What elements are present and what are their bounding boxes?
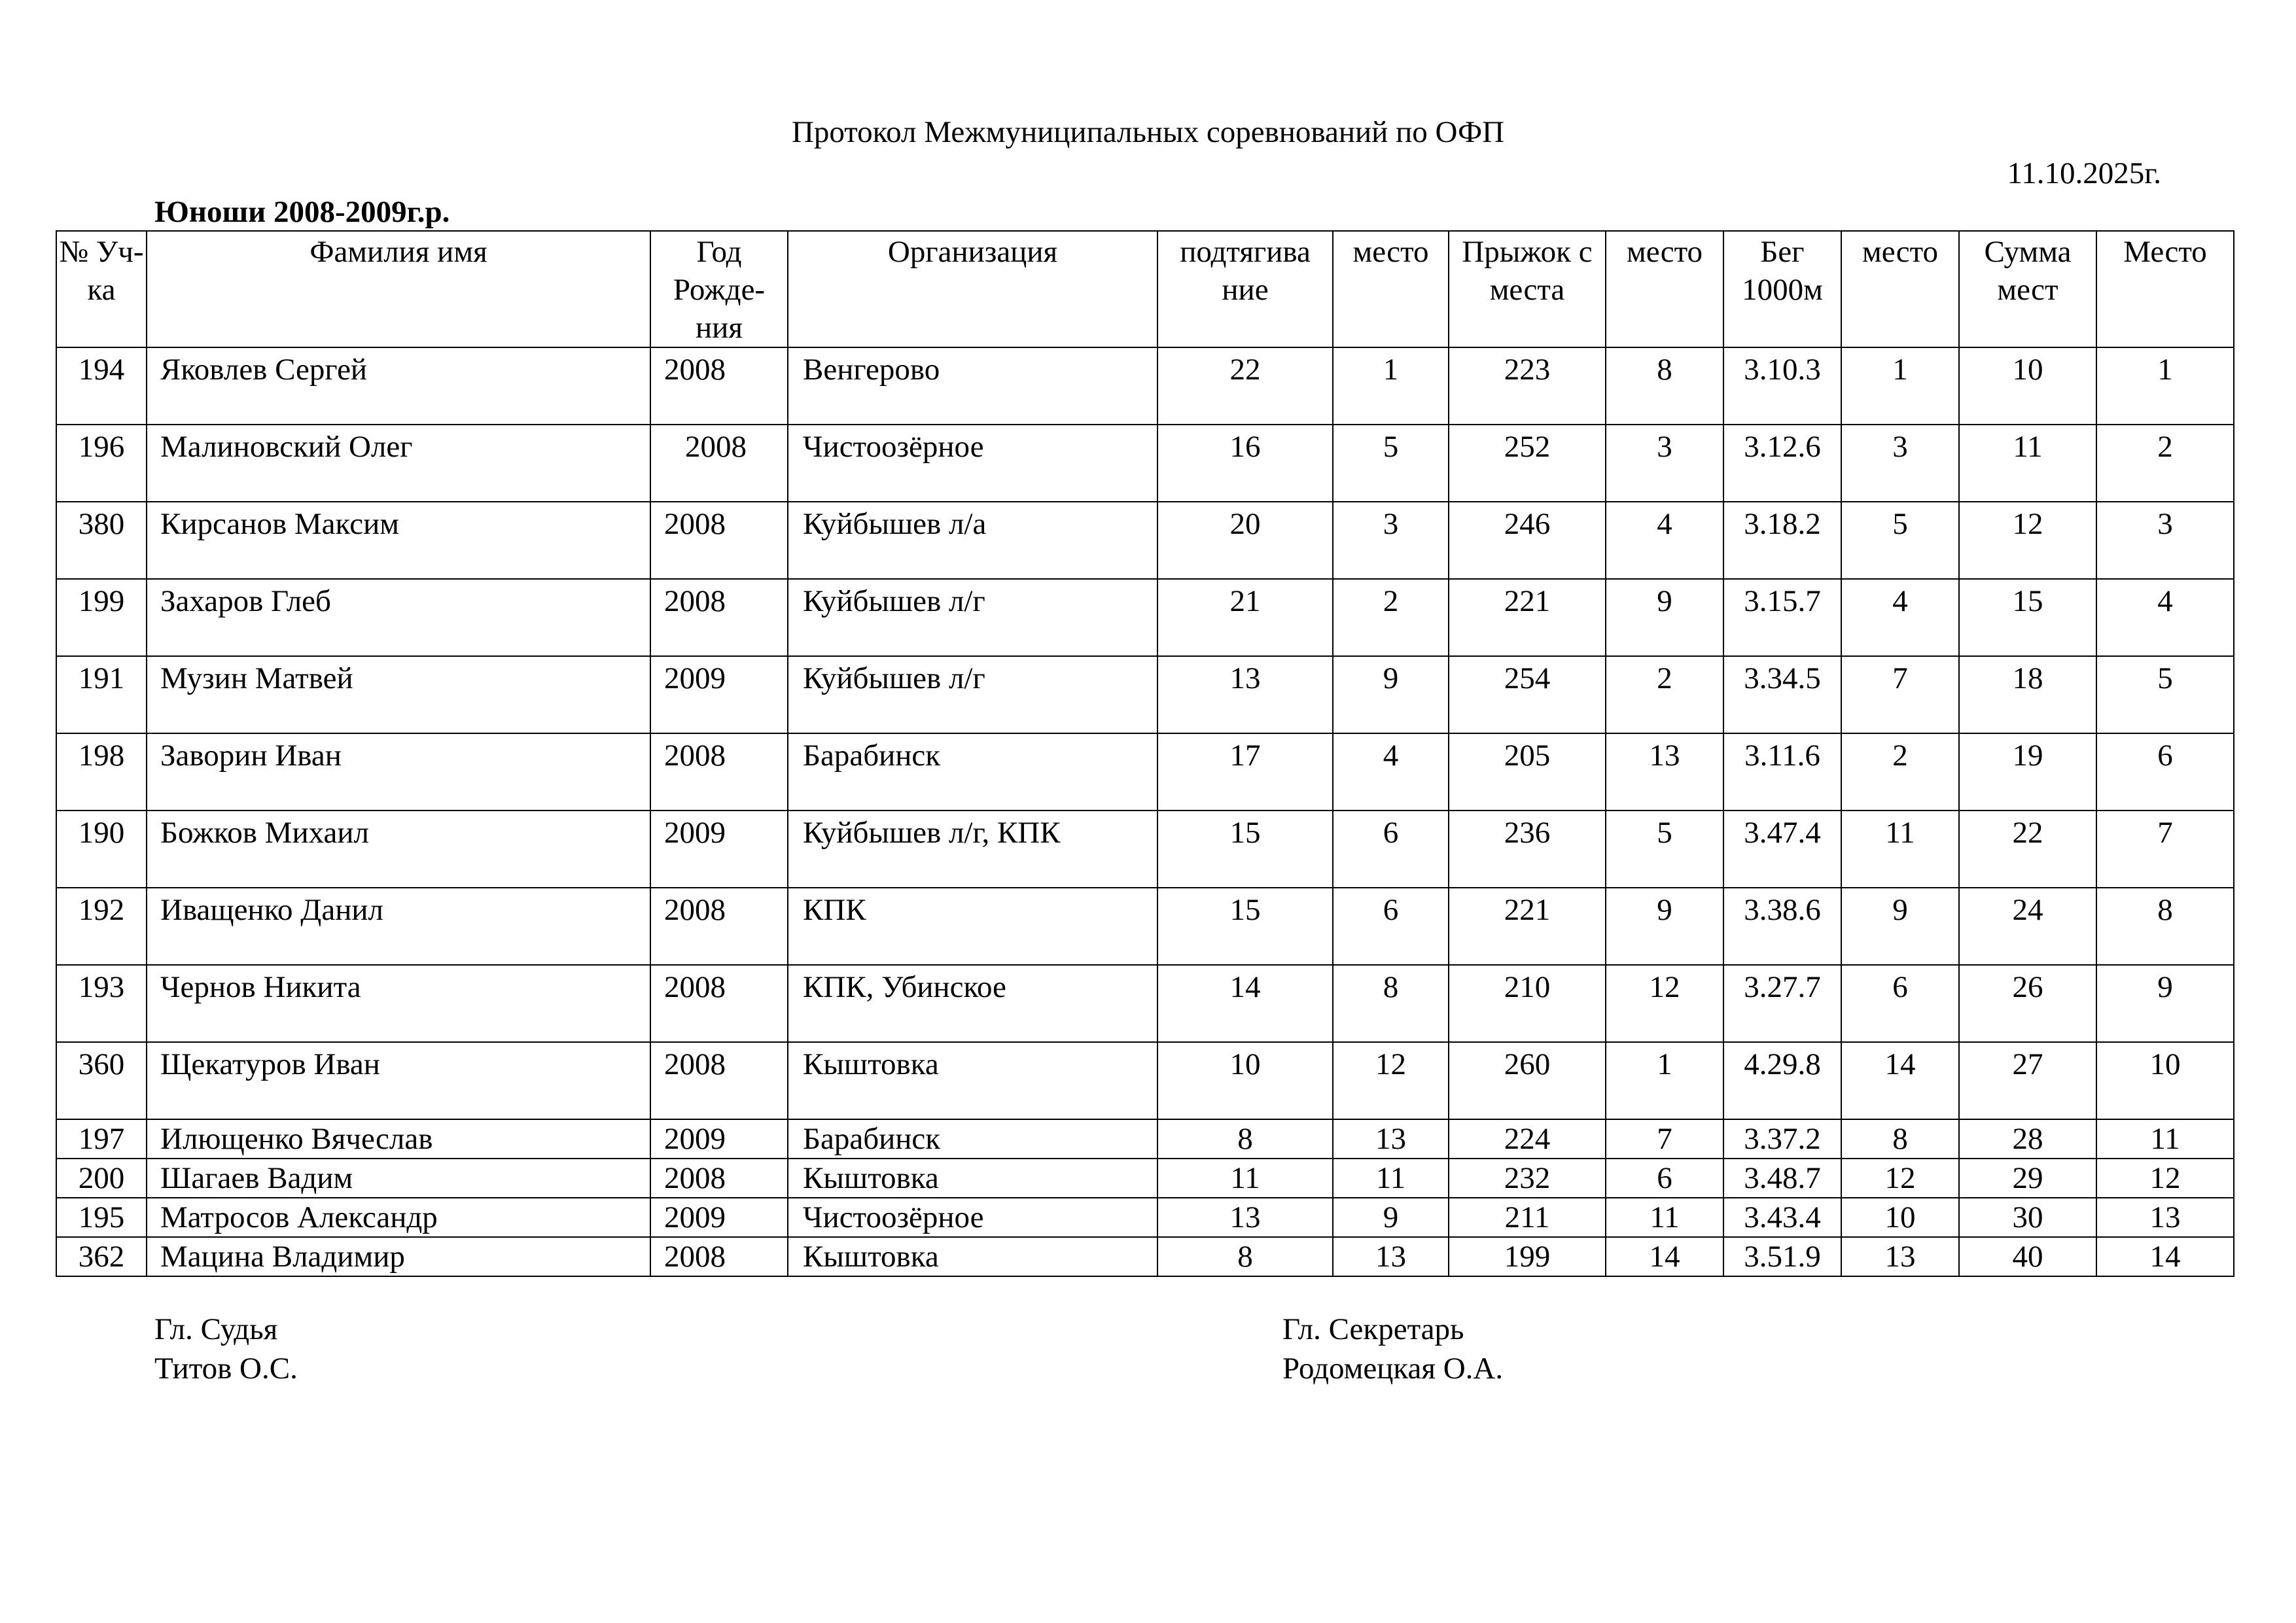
pullups-place-cell: 2: [1333, 579, 1449, 656]
final-place-cell: 11: [2096, 1119, 2234, 1159]
organization-cell: Барабинск: [788, 733, 1157, 811]
birth-year-cell: 2009: [650, 656, 788, 733]
organization-cell: Кыштовка: [788, 1237, 1157, 1276]
chief-secretary-name: Родомецкая О.А.: [1282, 1352, 1504, 1386]
jump-cell: 199: [1449, 1237, 1606, 1276]
jump-place-cell: 13: [1606, 733, 1723, 811]
final-place-cell: 5: [2096, 656, 2234, 733]
birth-year-cell: 2008: [650, 1042, 788, 1119]
places-sum-cell: 24: [1959, 888, 2096, 965]
participant-number-cell: 191: [56, 656, 147, 733]
pullups-place-cell: 6: [1333, 888, 1449, 965]
run-place-cell: 7: [1841, 656, 1959, 733]
run-cell: 3.18.2: [1723, 502, 1841, 579]
run-place-cell: 1: [1841, 347, 1959, 425]
places-sum-cell: 40: [1959, 1237, 2096, 1276]
jump-place-cell: 9: [1606, 888, 1723, 965]
chief-secretary-signature: [1282, 1310, 1503, 1388]
birth-year-cell: 2008: [650, 579, 788, 656]
run-cell: 3.43.4: [1723, 1198, 1841, 1237]
organization-cell: Кыштовка: [788, 1042, 1157, 1119]
pullups-cell: 8: [1157, 1237, 1333, 1276]
participant-number-cell: 362: [56, 1237, 147, 1276]
places-sum-cell: 11: [1959, 425, 2096, 502]
places-sum-cell: 10: [1959, 347, 2096, 425]
header-row: [56, 231, 2234, 347]
run-cell: 3.27.7: [1723, 965, 1841, 1042]
birth-year-cell: 2008: [650, 1237, 788, 1276]
table-row: [56, 1237, 2234, 1276]
participant-number-cell: 192: [56, 888, 147, 965]
jump-place-cell: 11: [1606, 1198, 1723, 1237]
document-date: 11.10.2025г.: [2007, 156, 2161, 190]
jump-place-cell: 2: [1606, 656, 1723, 733]
chief-judge-title: Гл. Судья: [154, 1312, 278, 1346]
header-cell: место: [1606, 231, 1723, 347]
birth-year-cell: 2009: [650, 811, 788, 888]
table-row: [56, 502, 2234, 579]
jump-cell: 210: [1449, 965, 1606, 1042]
organization-cell: КПК, Убинское: [788, 965, 1157, 1042]
organization-cell: Чистоозёрное: [788, 425, 1157, 502]
pullups-cell: 14: [1157, 965, 1333, 1042]
jump-place-cell: 14: [1606, 1237, 1723, 1276]
final-place-cell: 9: [2096, 965, 2234, 1042]
run-place-cell: 10: [1841, 1198, 1959, 1237]
final-place-cell: 14: [2096, 1237, 2234, 1276]
chief-judge-name: Титов О.С.: [154, 1352, 298, 1386]
pullups-place-cell: 6: [1333, 811, 1449, 888]
jump-place-cell: 1: [1606, 1042, 1723, 1119]
pullups-place-cell: 3: [1333, 502, 1449, 579]
birth-year-cell: 2008: [650, 733, 788, 811]
participant-number-cell: 190: [56, 811, 147, 888]
header-cell: место: [1333, 231, 1449, 347]
pullups-place-cell: 9: [1333, 1198, 1449, 1237]
name-cell: Чернов Никита: [147, 965, 650, 1042]
run-place-cell: 6: [1841, 965, 1959, 1042]
participant-number-cell: 360: [56, 1042, 147, 1119]
header-cell: Место: [2096, 231, 2234, 347]
organization-cell: Куйбышев л/г: [788, 656, 1157, 733]
final-place-cell: 7: [2096, 811, 2234, 888]
jump-cell: 224: [1449, 1119, 1606, 1159]
name-cell: Илющенко Вячеслав: [147, 1119, 650, 1159]
run-cell: 3.15.7: [1723, 579, 1841, 656]
participant-number-cell: 199: [56, 579, 147, 656]
participant-number-cell: 380: [56, 502, 147, 579]
jump-cell: 211: [1449, 1198, 1606, 1237]
jump-place-cell: 5: [1606, 811, 1723, 888]
pullups-place-cell: 9: [1333, 656, 1449, 733]
jump-place-cell: 12: [1606, 965, 1723, 1042]
document-title: Протокол Межмуниципальных соревнований по ОФП: [791, 115, 1505, 149]
name-cell: Шагаев Вадим: [147, 1159, 650, 1198]
organization-cell: Венгерово: [788, 347, 1157, 425]
header-cell: Бег 1000м: [1723, 231, 1841, 347]
final-place-cell: 4: [2096, 579, 2234, 656]
pullups-cell: 22: [1157, 347, 1333, 425]
places-sum-cell: 30: [1959, 1198, 2096, 1237]
chief-secretary-title: Гл. Секретарь: [1282, 1312, 1464, 1346]
run-cell: 3.10.3: [1723, 347, 1841, 425]
jump-cell: 254: [1449, 656, 1606, 733]
jump-cell: 236: [1449, 811, 1606, 888]
results-body: [56, 347, 2234, 1276]
pullups-place-cell: 11: [1333, 1159, 1449, 1198]
run-place-cell: 2: [1841, 733, 1959, 811]
places-sum-cell: 12: [1959, 502, 2096, 579]
header-cell: подтягива ние: [1157, 231, 1333, 347]
places-sum-cell: 22: [1959, 811, 2096, 888]
final-place-cell: 3: [2096, 502, 2234, 579]
table-row: [56, 656, 2234, 733]
organization-cell: Барабинск: [788, 1119, 1157, 1159]
run-cell: 3.38.6: [1723, 888, 1841, 965]
name-cell: Музин Матвей: [147, 656, 650, 733]
organization-cell: КПК: [788, 888, 1157, 965]
pullups-place-cell: 13: [1333, 1237, 1449, 1276]
jump-cell: 246: [1449, 502, 1606, 579]
participant-number-cell: 195: [56, 1198, 147, 1237]
jump-place-cell: 6: [1606, 1159, 1723, 1198]
final-place-cell: 12: [2096, 1159, 2234, 1198]
table-row: [56, 733, 2234, 811]
name-cell: Малиновский Олег: [147, 425, 650, 502]
pullups-place-cell: 5: [1333, 425, 1449, 502]
birth-year-cell: 2008: [650, 1159, 788, 1198]
run-cell: 3.34.5: [1723, 656, 1841, 733]
name-cell: Кирсанов Максим: [147, 502, 650, 579]
table-row: [56, 965, 2234, 1042]
places-sum-cell: 28: [1959, 1119, 2096, 1159]
places-sum-cell: 26: [1959, 965, 2096, 1042]
name-cell: Мацина Владимир: [147, 1237, 650, 1276]
header-cell: Организация: [788, 231, 1157, 347]
run-cell: 3.37.2: [1723, 1119, 1841, 1159]
jump-cell: 221: [1449, 888, 1606, 965]
table-row: [56, 425, 2234, 502]
table-row: [56, 888, 2234, 965]
birth-year-cell: 2008: [650, 347, 788, 425]
jump-cell: 205: [1449, 733, 1606, 811]
table-row: [56, 1159, 2234, 1198]
places-sum-cell: 19: [1959, 733, 2096, 811]
header-cell: место: [1841, 231, 1959, 347]
name-cell: Иващенко Данил: [147, 888, 650, 965]
run-place-cell: 4: [1841, 579, 1959, 656]
chief-judge-signature: [154, 1310, 298, 1388]
run-place-cell: 5: [1841, 502, 1959, 579]
organization-cell: Кыштовка: [788, 1159, 1157, 1198]
jump-place-cell: 9: [1606, 579, 1723, 656]
birth-year-cell: 2009: [650, 1198, 788, 1237]
header-cell: № Уч-ка: [56, 231, 147, 347]
final-place-cell: 1: [2096, 347, 2234, 425]
table-row: [56, 1119, 2234, 1159]
pullups-cell: 11: [1157, 1159, 1333, 1198]
name-cell: Божков Михаил: [147, 811, 650, 888]
pullups-cell: 17: [1157, 733, 1333, 811]
pullups-cell: 13: [1157, 656, 1333, 733]
name-cell: Захаров Глеб: [147, 579, 650, 656]
table-row: [56, 579, 2234, 656]
jump-cell: 223: [1449, 347, 1606, 425]
pullups-cell: 15: [1157, 811, 1333, 888]
participant-number-cell: 193: [56, 965, 147, 1042]
jump-cell: 260: [1449, 1042, 1606, 1119]
pullups-place-cell: 4: [1333, 733, 1449, 811]
organization-cell: Куйбышев л/а: [788, 502, 1157, 579]
places-sum-cell: 27: [1959, 1042, 2096, 1119]
pullups-cell: 10: [1157, 1042, 1333, 1119]
table-row: [56, 1042, 2234, 1119]
run-cell: 3.47.4: [1723, 811, 1841, 888]
table-row: [56, 811, 2234, 888]
header-cell: Год Рожде-ния: [650, 231, 788, 347]
run-cell: 3.12.6: [1723, 425, 1841, 502]
pullups-cell: 21: [1157, 579, 1333, 656]
run-cell: 3.48.7: [1723, 1159, 1841, 1198]
organization-cell: Чистоозёрное: [788, 1198, 1157, 1237]
pullups-cell: 16: [1157, 425, 1333, 502]
jump-cell: 221: [1449, 579, 1606, 656]
places-sum-cell: 15: [1959, 579, 2096, 656]
run-place-cell: 12: [1841, 1159, 1959, 1198]
pullups-cell: 20: [1157, 502, 1333, 579]
birth-year-cell: 2008: [650, 425, 788, 502]
final-place-cell: 13: [2096, 1198, 2234, 1237]
run-place-cell: 11: [1841, 811, 1959, 888]
jump-place-cell: 7: [1606, 1119, 1723, 1159]
pullups-place-cell: 1: [1333, 347, 1449, 425]
pullups-cell: 8: [1157, 1119, 1333, 1159]
run-cell: 4.29.8: [1723, 1042, 1841, 1119]
table-row: [56, 1198, 2234, 1237]
jump-cell: 252: [1449, 425, 1606, 502]
birth-year-cell: 2008: [650, 502, 788, 579]
places-sum-cell: 29: [1959, 1159, 2096, 1198]
run-place-cell: 9: [1841, 888, 1959, 965]
name-cell: Щекатуров Иван: [147, 1042, 650, 1119]
run-place-cell: 14: [1841, 1042, 1959, 1119]
run-place-cell: 3: [1841, 425, 1959, 502]
pullups-place-cell: 12: [1333, 1042, 1449, 1119]
table-row: [56, 347, 2234, 425]
name-cell: Яковлев Сергей: [147, 347, 650, 425]
results-table: [56, 230, 2234, 1277]
pullups-place-cell: 8: [1333, 965, 1449, 1042]
run-place-cell: 13: [1841, 1237, 1959, 1276]
run-cell: 3.51.9: [1723, 1237, 1841, 1276]
pullups-place-cell: 13: [1333, 1119, 1449, 1159]
name-cell: Матросов Александр: [147, 1198, 650, 1237]
participant-number-cell: 200: [56, 1159, 147, 1198]
final-place-cell: 8: [2096, 888, 2234, 965]
participant-number-cell: 197: [56, 1119, 147, 1159]
participant-number-cell: 198: [56, 733, 147, 811]
birth-year-cell: 2008: [650, 888, 788, 965]
age-group-heading: Юноши 2008-2009г.р.: [154, 195, 450, 229]
jump-place-cell: 8: [1606, 347, 1723, 425]
final-place-cell: 2: [2096, 425, 2234, 502]
run-place-cell: 8: [1841, 1119, 1959, 1159]
places-sum-cell: 18: [1959, 656, 2096, 733]
participant-number-cell: 196: [56, 425, 147, 502]
run-cell: 3.11.6: [1723, 733, 1841, 811]
birth-year-cell: 2008: [650, 965, 788, 1042]
organization-cell: Куйбышев л/г: [788, 579, 1157, 656]
jump-place-cell: 4: [1606, 502, 1723, 579]
organization-cell: Куйбышев л/г, КПК: [788, 811, 1157, 888]
final-place-cell: 10: [2096, 1042, 2234, 1119]
pullups-cell: 15: [1157, 888, 1333, 965]
name-cell: Заворин Иван: [147, 733, 650, 811]
header-cell: Прыжок с места: [1449, 231, 1606, 347]
participant-number-cell: 194: [56, 347, 147, 425]
header-cell: Фамилия имя: [147, 231, 650, 347]
final-place-cell: 6: [2096, 733, 2234, 811]
header-cell: Сумма мест: [1959, 231, 2096, 347]
jump-place-cell: 3: [1606, 425, 1723, 502]
jump-cell: 232: [1449, 1159, 1606, 1198]
pullups-cell: 13: [1157, 1198, 1333, 1237]
birth-year-cell: 2009: [650, 1119, 788, 1159]
